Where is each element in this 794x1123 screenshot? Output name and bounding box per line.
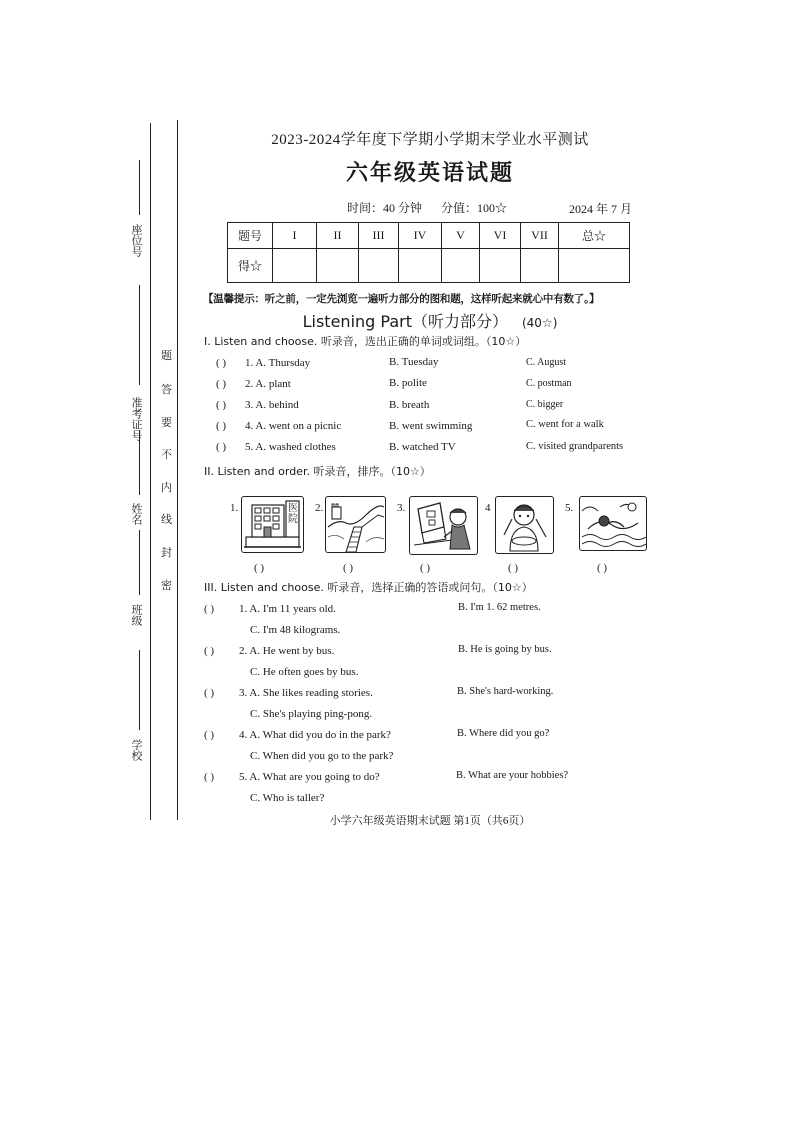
exam-date: 2024 年 7 月 — [569, 202, 633, 216]
picture-man-eating — [495, 496, 554, 554]
option-c: C. bigger — [526, 399, 564, 410]
warm-tip: 【温馨提示：听之前，一定先浏览一遍听力部分的图和题，这样听起来就心中有数了。】 — [203, 294, 600, 305]
score-total-label: 分值：100☆ — [441, 201, 508, 215]
picture-number: 5. — [565, 502, 574, 514]
listening-part-title — [180, 309, 680, 332]
score-row-label: 得☆ — [228, 249, 273, 283]
score-header-cell: V — [442, 223, 480, 249]
score-header-cell: VI — [480, 223, 521, 249]
option-b: B. Tuesday — [389, 356, 439, 368]
option-a: 1. A. I'm 11 years old. — [239, 603, 336, 615]
boy-computer-icon — [410, 497, 477, 554]
score-cell[interactable] — [559, 249, 630, 283]
section-3-heading: III. Listen and choose. 听录音，选择正确的答语或问句。（10☆） — [204, 581, 533, 594]
section-2-heading: II. Listen and order. 听录音，排序。（10☆） — [204, 465, 431, 478]
score-cell[interactable] — [399, 249, 442, 283]
section-1-heading: I. Listen and choose. 听录音，选出正确的单词或词组。（10☆） — [204, 335, 527, 348]
option-a: 2. A. He went by bus. — [239, 645, 335, 657]
option-b: B. Where did you go? — [457, 728, 550, 739]
option-b: B. What are your hobbies? — [456, 770, 569, 781]
option-a: 1. A. Thursday — [245, 357, 311, 369]
option-a: 5. A. What are you going to do? — [239, 771, 380, 783]
seal-char: 答 — [161, 384, 172, 396]
answer-blank[interactable]: ( ) — [204, 729, 215, 741]
order-blank[interactable]: ( ) — [254, 562, 265, 574]
man-eating-icon — [496, 497, 553, 553]
option-b: B. breath — [389, 399, 430, 411]
seat-fill-line[interactable] — [139, 160, 140, 215]
answer-blank[interactable]: ( ) — [216, 420, 227, 432]
score-cell[interactable] — [480, 249, 521, 283]
subject-title: 六年级英语试题 — [345, 160, 514, 185]
great-wall-icon — [326, 497, 385, 552]
picture-number: 4 — [485, 502, 491, 514]
option-a: 3. A. behind — [245, 399, 299, 411]
option-a: 2. A. plant — [245, 378, 291, 390]
score-cell[interactable] — [317, 249, 359, 283]
order-blank[interactable]: ( ) — [508, 562, 519, 574]
option-c: C. She's playing ping-pong. — [250, 708, 373, 720]
exam-fill-line[interactable] — [139, 285, 140, 385]
seal-char: 密 — [161, 580, 172, 592]
picture-swimming — [579, 496, 647, 551]
option-c: C. Who is taller? — [250, 792, 325, 804]
option-c: C. went for a walk — [526, 419, 604, 430]
option-b: B. He is going by bus. — [458, 644, 552, 655]
option-c: C. August — [526, 357, 567, 368]
answer-blank[interactable]: ( ) — [204, 603, 215, 615]
score-header-cell: I — [273, 223, 317, 249]
order-blank[interactable]: ( ) — [343, 562, 354, 574]
score-header-cell: 题号 — [228, 223, 273, 249]
answer-blank[interactable]: ( ) — [204, 645, 215, 657]
option-a: 5. A. washed clothes — [245, 441, 336, 453]
answer-blank[interactable]: ( ) — [204, 771, 215, 783]
page-footer: 小学六年级英语期末试题 第1页（共6页） — [329, 815, 531, 827]
picture-great-wall — [325, 496, 386, 553]
score-cell[interactable] — [521, 249, 559, 283]
name-label: 姓名 — [130, 503, 142, 525]
answer-blank[interactable]: ( ) — [204, 687, 215, 699]
answer-blank[interactable]: ( ) — [216, 357, 227, 369]
option-b: B. watched TV — [389, 441, 456, 453]
picture-number: 1. — [230, 502, 239, 514]
answer-blank[interactable]: ( ) — [216, 399, 227, 411]
school-label: 学校 — [130, 739, 142, 761]
hospital-sign: 医院 — [288, 503, 298, 525]
margin-line-outer — [150, 123, 151, 820]
option-b: B. went swimming — [389, 420, 473, 432]
answer-blank[interactable]: ( ) — [216, 378, 227, 390]
option-c: C. I'm 48 kilograms. — [250, 624, 341, 636]
margin-line-inner — [177, 120, 178, 820]
score-header-cell: 总☆ — [559, 223, 630, 249]
score-header-cell: III — [359, 223, 399, 249]
picture-boy-computer — [409, 496, 478, 555]
order-blank[interactable]: ( ) — [597, 562, 608, 574]
option-c: C. He often goes by bus. — [250, 666, 359, 678]
score-cell[interactable] — [273, 249, 317, 283]
seal-char: 题 — [161, 350, 172, 362]
time-label: 时间：40 分钟 — [347, 201, 423, 215]
class-fill-line[interactable] — [139, 530, 140, 595]
option-b: B. She's hard-working. — [457, 686, 554, 697]
option-b: B. I'm 1. 62 metres. — [458, 602, 541, 613]
picture-number: 3. — [397, 502, 406, 514]
seat-number-label: 座位号 — [130, 224, 142, 257]
option-b: B. polite — [389, 377, 427, 389]
option-a: 4. A. went on a picnic — [245, 420, 342, 432]
score-header-cell: VII — [521, 223, 559, 249]
seal-char: 封 — [161, 547, 172, 559]
option-c: C. visited grandparents — [526, 441, 624, 452]
option-a: 4. A. What did you do in the park? — [239, 729, 391, 741]
score-cell[interactable] — [442, 249, 480, 283]
seal-char: 要 — [161, 417, 172, 429]
answer-blank[interactable]: ( ) — [216, 441, 227, 453]
seal-char: 不 — [161, 449, 172, 461]
exam-number-label: 准考证号 — [130, 397, 142, 441]
seal-char: 线 — [161, 514, 172, 526]
school-fill-line[interactable] — [139, 650, 140, 730]
score-header-cell: IV — [399, 223, 442, 249]
order-blank[interactable]: ( ) — [420, 562, 431, 574]
score-cell[interactable] — [359, 249, 399, 283]
option-a: 3. A. She likes reading stories. — [239, 687, 373, 699]
option-c: C. postman — [526, 378, 572, 389]
score-table — [227, 222, 630, 283]
class-label: 班级 — [130, 604, 142, 626]
name-fill-line[interactable] — [139, 430, 140, 495]
score-header-cell: II — [317, 223, 359, 249]
option-c: C. When did you go to the park? — [250, 750, 394, 762]
listening-points: (40☆) — [521, 316, 558, 330]
picture-number: 2. — [315, 502, 324, 514]
exam-title: 2023-2024学年度下学期小学期末学业水平测试 — [271, 132, 589, 148]
seal-char: 内 — [161, 482, 172, 494]
picture-hospital — [241, 496, 304, 553]
swimming-icon — [580, 497, 646, 550]
listening-title-text: Listening Part（听力部分） — [302, 312, 508, 331]
